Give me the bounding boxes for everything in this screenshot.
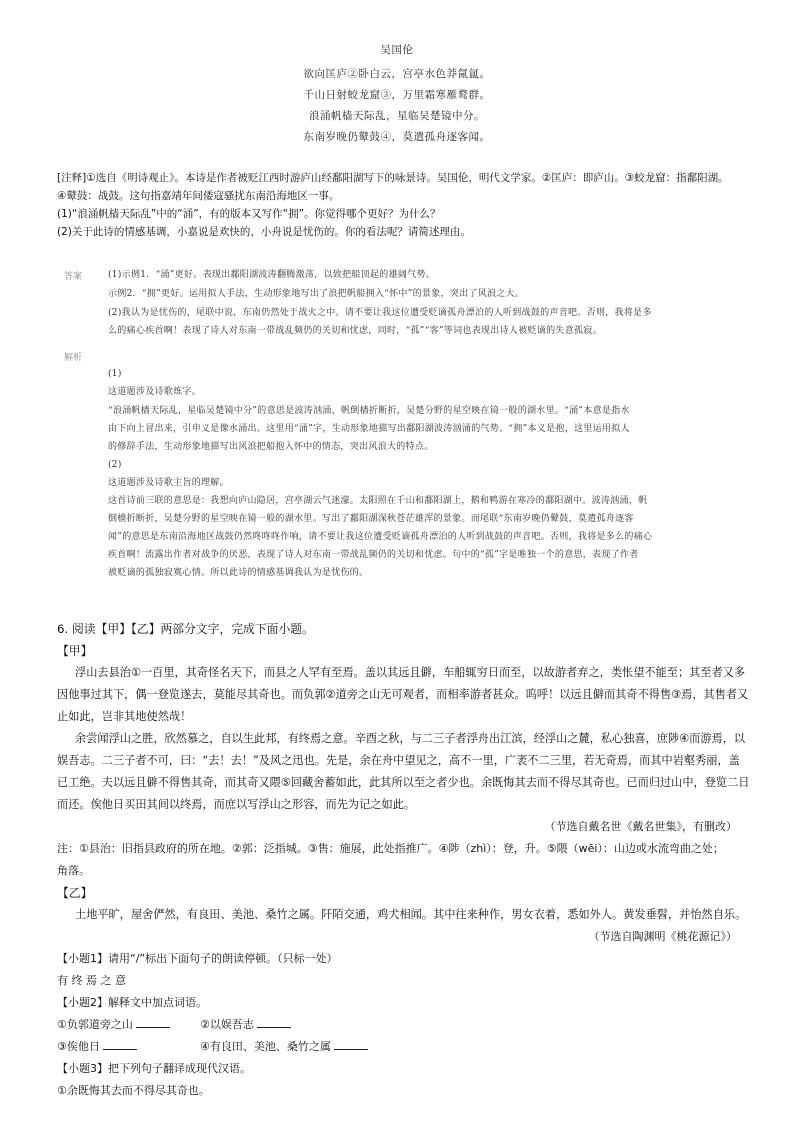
q6-jia-notes-2: 角落。 <box>57 864 90 877</box>
sub3-prompt: 【小题3】把下列句子翻译成现代汉语。 <box>57 1062 251 1075</box>
analysis-line-7: 这道题涉及诗歌主旨的理解。 <box>108 478 229 488</box>
sub3-item: ①余既悔其去而不得尽其奇也。 <box>57 1084 210 1097</box>
poem-line-1: 欲向匡庐②卧白云，宫亭水色莽氤氲。 <box>303 68 491 80</box>
q6-yi-source: （节选自陶渊明《桃花源记》） <box>588 930 737 943</box>
answer-blank[interactable] <box>103 1037 137 1050</box>
notes-line-1: [注释]①选自《明诗观止》。本诗是作者被贬江西时游庐山经鄱阳湖写下的咏景诗。吴国伦，明代文学家。②匡庐：即庐山。③蛟龙窟：指鄱阳湖。 <box>57 172 729 184</box>
analysis-line-9: 倒樯折断折，吴楚分野的星空映在镜一般的湖水里。写出了鄱阳湖深秋苍茫雄浑的景象。而尾联“东南岁晚仍鼙鼓，莫遣孤舟逐客 <box>108 514 634 524</box>
sub1-sentence: 有 终 焉 之 意 <box>57 974 126 987</box>
q6-jia-line-3: 止如此，岂非其地使然哉！ <box>57 710 192 723</box>
answer-line-4: 么的痛心疾首啊！表现了诗人对东南一带战乱频仍的关切和忧虑，同时，“孤”“客”等词也表现出诗人被贬谪的失意孤寂。 <box>108 326 602 336</box>
question-1: (1)“浪涌帆樯天际乱”中的“涌”，有的版本又写作“拥”。你觉得哪个更好？为什么？ <box>57 208 441 220</box>
question-2: (2)关于此诗的情感基调，小嘉说是欢快的，小舟说是忧伤的。你的看法呢？请简述理由。 <box>57 226 471 238</box>
sub2-item-2: ②以娱吾志 <box>200 1014 291 1036</box>
q6-jia-source: （节选自戴名世《戴名世集》，有删改） <box>544 820 737 833</box>
q6-jia-line-1: 浮山去县治①一百里，其奇怪名天下，而县之人罕有至焉。盖以其远且僻，车船辄穷日而至，以故游者弃之，类怅望不能至；其至者又多 <box>75 666 746 679</box>
q6-jia-label: 【甲】 <box>57 644 93 658</box>
analysis-line-8: 这首诗前三联的意思是：我想向庐山隐居，宫亭湖云气迷濛。太阳照在千山和鄱阳湖上，鹅和鸭游在寒冷的鄱阳湖中。波涛汹涌，帆 <box>108 496 648 506</box>
sub2-item-4: ④有良田、美池、桑竹之属 <box>200 1036 368 1058</box>
q6-jia-line-7: 而还。俟他日买田其间以终焉，而庶以写浮山之形容，而先为记之如此。 <box>57 798 416 811</box>
sub1-prompt: 【小题1】请用“/”标出下面句子的朗读停顿。（只标一处） <box>57 952 338 965</box>
analysis-line-2: 这道题涉及诗歌炼字。 <box>108 387 202 397</box>
answer-tag: 答案 <box>64 272 83 282</box>
q6-jia-line-4: 余尝闻浮山之胜，欣然慕之，自以生此邦，有终焉之意。辛酉之秋，与二三子者浮舟出江滨，经浮山之麓，私心独喜，庶陟④而游焉，以 <box>75 732 746 745</box>
q6-yi-line: 土地平旷，屋舍俨然，有良田、美池、桑竹之属。阡陌交通，鸡犬相闻。其中往来种作，男女衣着，悉如外人。黄发垂髫，并怡然自乐。 <box>75 908 747 921</box>
q6-yi-label: 【乙】 <box>57 886 93 900</box>
answer-line-1: (1)示例1．“涌”更好。表现出鄱阳湖波涛翻腾激荡，以致把船顶起的雄阔气势。 <box>108 270 436 280</box>
poem-author: 吴国伦 <box>380 44 414 56</box>
analysis-line-10: 闻”的意思是东南沿海地区战鼓仍然咚咚咚作响，请不要让我这位遭受贬谪孤舟漂泊的人听到战鼓的声音吧。否则，我将是多么的痛心 <box>108 532 653 542</box>
analysis-line-5: 的修辞手法，生动形象地描写出风浪把船抱入怀中的情态，突出风浪大的特点。 <box>108 442 434 452</box>
notes-line-2: ④鼙鼓：战鼓。这句指嘉靖年间倭寇骚扰东南沿海地区一事。 <box>57 190 340 202</box>
sub2-item-1: ①负郭道旁之山 <box>57 1014 170 1036</box>
q6-jia-notes-1: 注：①县治：旧指县政府的所在地。②郭：泛指城。③售：施展，此处指推广。④陟（zhì）：登，升。⑤隈（wēi）：山边或水流弯曲之处； <box>57 842 724 855</box>
poem-line-2: 千山日射蛟龙窟③，万里霜寒雁鹜群。 <box>303 89 491 101</box>
poem-line-4: 东南岁晚仍鼙鼓④，莫遣孤舟逐客闻。 <box>303 131 491 143</box>
poem-line-3: 浪涌帆樯天际乱，星临吴楚镜中分。 <box>309 110 485 122</box>
answer-blank[interactable] <box>257 1015 291 1028</box>
answer-blank[interactable] <box>136 1015 170 1028</box>
analysis-line-3: “浪涌帆樯天际乱，星临吴楚镜中分”的意思是波涛汹涌，帆倒樯折断折，吴楚分野的星空映在镜一般的湖水里。“涌”本意是指水 <box>108 406 630 416</box>
sub2-item-3: ③俟他日 <box>57 1036 137 1058</box>
q6-heading: 6. 阅读【甲】【乙】两部分文字，完成下面小题。 <box>57 622 314 636</box>
q6-jia-line-2: 因他事过其下，偶一登览遂去，莫能尽其奇也。而负郭②道旁之山无可观者，而相率游者甚众。呜呼！以远且僻而其奇不得售③焉，其售者又 <box>57 688 749 701</box>
answer-line-3: (2)我认为是忧伤的，尾联中说，东南仍然处于战火之中。请不要让我这位遭受贬谪孤舟漂泊的人听到战鼓的声音吧。否则，我将是多 <box>108 308 652 318</box>
analysis-line-11: 疾首啊！流露出作者对战争的厌恶，表现了诗人对东南一带战乱频仍的关切和忧虑。句中的“孤”字是唯独一个的意思，表现了作者 <box>108 550 639 560</box>
answer-blank[interactable] <box>334 1037 368 1050</box>
sub2-prompt: 【小题2】解释文中加点词语。 <box>57 996 207 1009</box>
analysis-line-1: (1) <box>108 369 122 379</box>
analysis-line-6: (2) <box>108 460 122 470</box>
answer-line-2: 示例2．“拥”更好。运用拟人手法，生动形象地写出了浪把帆船拥入“怀中”的景象，突出了风浪之大。 <box>108 289 525 299</box>
analysis-line-12: 被贬谪的孤独寂寞心情。所以此诗的情感基调我认为是忧伤的。 <box>108 568 369 578</box>
q6-jia-line-5: 娱吾志。二三子者不可，曰：“去！去！”及风之迅也。先是，余在舟中望见之，高不一里，广袤不二三里，若无奇焉，而其中岩壑秀丽，盖 <box>57 754 740 767</box>
q6-jia-line-6: 已工绝。夫以远且僻不得售其奇，而其奇又隈⑤回藏舍蓄如此，此其所以至之者少也。余既悔其去而不得尽其奇也。已而归过山中，登览二日 <box>57 776 750 789</box>
analysis-tag: 解析 <box>64 353 83 363</box>
analysis-line-4: 由下向上冒出来，引申义是像水涌出。这里用“涌”字，生动形象地描写出鄱阳湖波涛汹涌的气势。“拥”本义是抱，这里运用拟人 <box>108 424 630 434</box>
